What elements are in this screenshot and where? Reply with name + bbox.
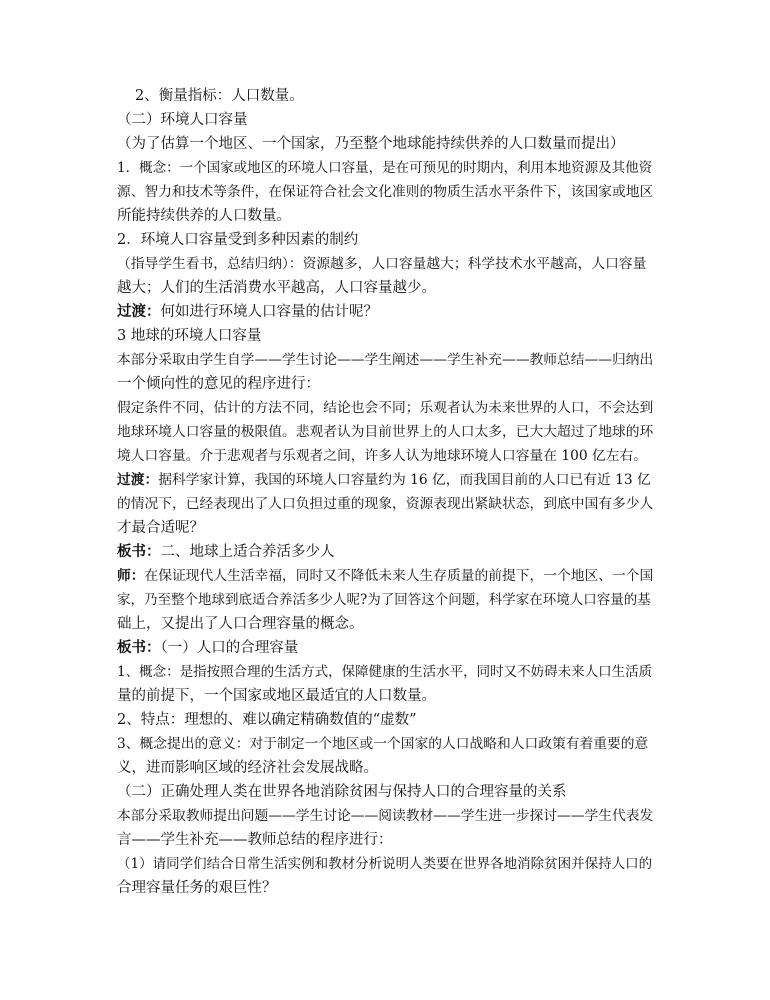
text-line: 源、智力和技术等条件，在保证符合社会文化准则的物质生活水平条件下，该国家或地区 [117, 184, 654, 200]
text-line: 才最合适呢？ [117, 520, 204, 536]
bold-lead: 板书： [117, 543, 161, 560]
text-line: 本部分采取由学生自学——学生讨论——学生阐述——学生补充——教师总结——归纳出 [117, 352, 654, 368]
text-line: 一个倾向性的意见的程序进行： [117, 376, 320, 392]
text-line: 板书：（一）人口的合理容量 [117, 639, 299, 656]
bold-lead: 板书： [117, 639, 161, 656]
text-line: 越大；人们的生活消费水平越高，人口容量越少。 [117, 280, 436, 296]
text-line: 2、衡量指标：人口数量。 [135, 88, 304, 104]
text-line: 过渡：何如进行环境人口容量的估计呢？ [117, 303, 378, 320]
section-heading: （二）正确处理人类在世界各地消除贫困与保持人口的合理容量的关系 [117, 784, 567, 800]
text-line: （指导学生看书，总结归纳）：资源越多，人口容量越大；科学技术水平越高，人口容量 [117, 256, 647, 272]
text-line: 假定条件不同，估计的方法不同，结论也会不同；乐观者认为未来世界的人口，不会达到 [117, 400, 654, 416]
bold-lead: 师： [117, 568, 145, 584]
section-heading: 3 地球的环境人口容量 [117, 328, 262, 344]
text-line: 家，乃至整个地球到底适合养活多少人呢?为了回答这个问题，科学家在环境人口容量的基 [117, 592, 651, 608]
text-line: 过渡：据科学家计算，我国的环境人口容量约为 16 亿，而我国目前的人口已有近 13 亿 [117, 472, 651, 488]
bold-lead: 过渡： [117, 303, 161, 320]
text-line: 2．环境人口容量受到多种因素的制约 [117, 232, 359, 248]
text-line: 本部分采取教师提出问题——学生讨论——阅读教材——学生进一步探讨——学生代表发 [117, 808, 654, 824]
text-line: 1、概念：是指按照合理的生活方式，保障健康的生活水平，同时又不妨碍未来人口生活质 [117, 664, 653, 680]
text-line: 3、概念提出的意义：对于制定一个地区或一个国家的人口战略和人口政策有着重要的意 [117, 736, 649, 752]
text-line: （1）请同学们结合日常生活实例和教材分析说明人类要在世界各地消除贫困并保持人口的 [117, 856, 653, 872]
text-line: 2、特点：理想的、难以确定精确数值的“虚数” [117, 712, 417, 728]
bold-lead: 过渡： [117, 472, 159, 488]
text-line: （为了估算一个地区、一个国家，乃至整个地球能持续供养的人口数量而提出） [117, 136, 625, 152]
text-line: 境人口容量。介于悲观者与乐观者之间，许多人认为地球环境人口容量在 100 亿左右。 [117, 448, 647, 464]
text-line: 板书：二、地球上适合养活多少人 [117, 543, 335, 560]
section-heading: （二）环境人口容量 [117, 112, 248, 128]
text-line: 言——学生补充——教师总结的程序进行： [117, 832, 393, 848]
text-line: 义，进而影响区域的经济社会发展战略。 [117, 760, 378, 776]
text-line: 础上，又提出了人口合理容量的概念。 [117, 616, 364, 632]
text-line: 师：在保证现代人生活幸福，同时又不降低未来人生存质量的前提下，一个地区、一个国 [117, 568, 654, 584]
text-line: 1．概念：一个国家或地区的环境人口容量，是在可预见的时期内，利用本地资源及其他资 [117, 160, 653, 176]
text-line: 量的前提下，一个国家或地区最适宜的人口数量。 [117, 688, 436, 704]
text-line: 地球环境人口容量的极限值。悲观者认为目前世界上的人口太多，已大大超过了地球的环 [117, 424, 654, 440]
text-line: 所能持续供养的人口数量。 [117, 208, 291, 224]
text-line: 的情况下，已经表现出了人口负担过重的现象，资源表现出紧缺状态，到底中国有多少人 [117, 496, 654, 512]
text-line: 合理容量任务的艰巨性？ [117, 880, 277, 896]
